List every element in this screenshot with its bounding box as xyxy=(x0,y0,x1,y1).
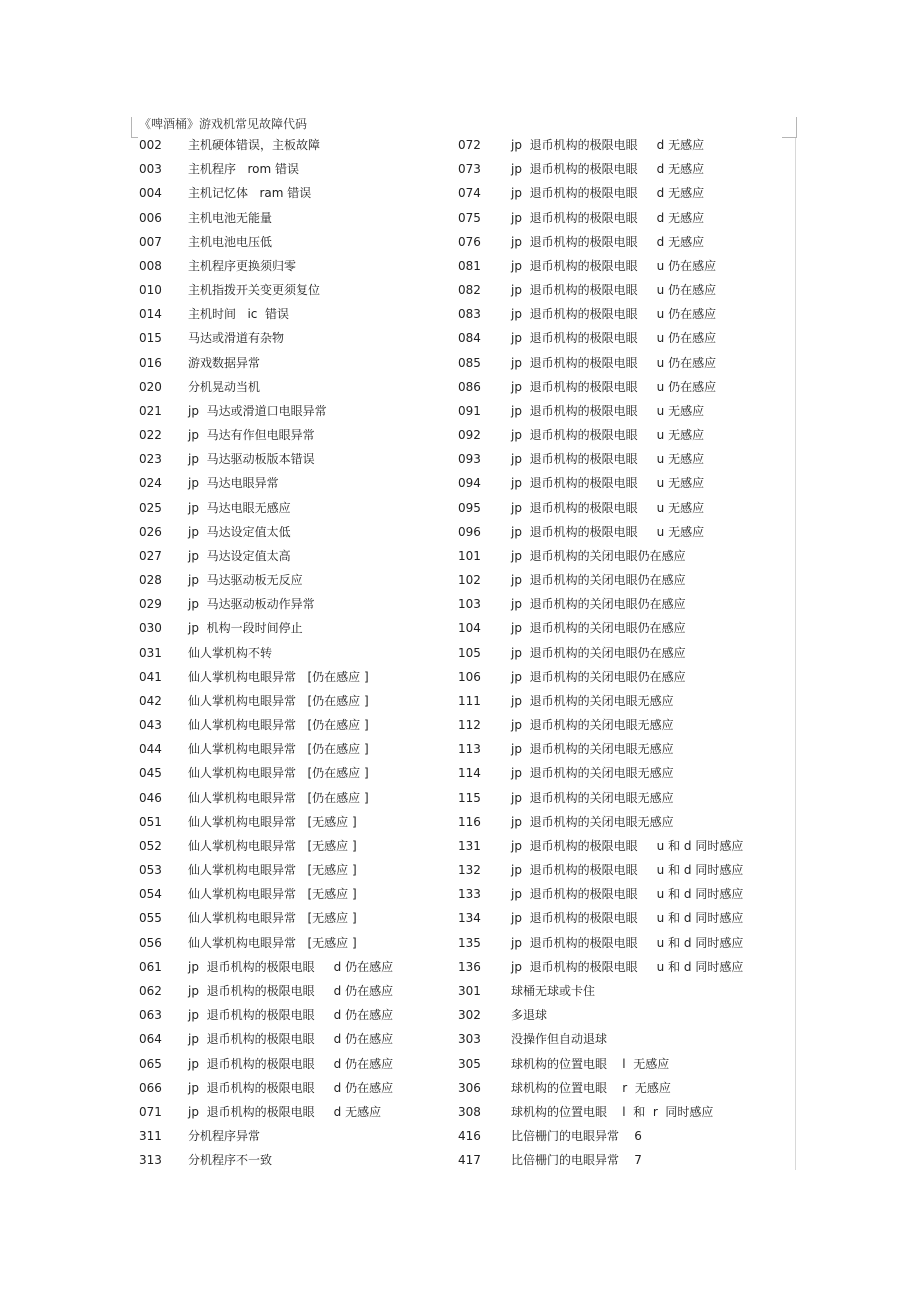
fault-code: 111 xyxy=(458,693,481,708)
fault-code: 062 xyxy=(139,984,162,998)
fault-description: jp 退币机构的极限电眼 u 无感应 xyxy=(511,476,705,491)
fault-code: 083 xyxy=(458,307,481,322)
fault-code: 114 xyxy=(458,766,481,781)
fault-description: jp 退币机构的极限电眼 d 无感应 xyxy=(511,162,705,177)
fault-description: jp 马达驱动板版本错误 xyxy=(188,452,315,467)
fault-code: 133 xyxy=(458,887,481,902)
fault-code: 056 xyxy=(139,935,162,950)
fault-description: 主机记忆体 ram 错误 xyxy=(188,186,312,201)
fault-code: 134 xyxy=(458,911,481,926)
fault-description: jp 退币机构的关闭电眼仍在感应 xyxy=(511,669,686,684)
fault-description: jp 退币机构的极限电眼 d 无感应 xyxy=(511,186,705,201)
fault-code: 093 xyxy=(458,452,481,467)
fault-code: 051 xyxy=(139,814,162,829)
fault-code: 053 xyxy=(139,863,162,878)
fault-code: 071 xyxy=(139,1104,162,1119)
fault-code: 010 xyxy=(139,283,162,297)
fault-description: 仙人掌机构电眼异常 [无感应 ] xyxy=(188,863,357,878)
fault-description: 球机构的位置电眼 l 和 r 同时感应 xyxy=(511,1104,714,1119)
fault-code: 076 xyxy=(458,234,481,249)
fault-code: 102 xyxy=(458,573,481,588)
fault-code: 026 xyxy=(139,524,162,539)
fault-description: 球桶无球或卡住 xyxy=(511,984,596,998)
fault-description: jp 退币机构的极限电眼 u 仍在感应 xyxy=(511,355,717,370)
fault-description: jp 退币机构的关闭电眼无感应 xyxy=(511,693,674,708)
fault-description: jp 退币机构的极限电眼 d 仍在感应 xyxy=(188,984,394,998)
fault-code: 022 xyxy=(139,428,162,442)
fault-description: jp 马达电眼无感应 xyxy=(188,500,291,515)
fault-description: jp 退币机构的极限电眼 u 和 d 同时感应 xyxy=(511,935,744,950)
fault-description: jp 退币机构的关闭电眼仍在感应 xyxy=(511,645,686,660)
fault-code: 023 xyxy=(139,452,162,467)
fault-code: 024 xyxy=(139,476,162,491)
fault-code: 308 xyxy=(458,1104,481,1119)
fault-code: 074 xyxy=(458,186,481,201)
fault-description: 比倍栅门的电眼异常 6 xyxy=(511,1129,642,1143)
fault-description: 主机电池电压低 xyxy=(188,234,273,249)
fault-code: 030 xyxy=(139,621,162,636)
fault-code: 020 xyxy=(139,379,162,394)
fault-description: jp 马达电眼异常 xyxy=(188,476,279,491)
fault-code: 416 xyxy=(458,1129,481,1143)
fault-code: 007 xyxy=(139,234,162,249)
fault-description: jp 退币机构的极限电眼 d 无感应 xyxy=(188,1104,382,1119)
fault-description: 仙人掌机构电眼异常 [无感应 ] xyxy=(188,935,357,950)
fault-code: 302 xyxy=(458,1008,481,1023)
fault-code: 002 xyxy=(139,138,162,152)
fault-description: 主机程序 rom 错误 xyxy=(188,162,299,177)
fault-description: jp 退币机构的关闭电眼仍在感应 xyxy=(511,548,686,563)
fault-description: 没操作但自动退球 xyxy=(511,1032,608,1047)
fault-code: 043 xyxy=(139,718,162,733)
fault-description: jp 马达驱动板动作异常 xyxy=(188,597,315,612)
fault-description: jp 退币机构的极限电眼 d 仍在感应 xyxy=(188,1032,394,1047)
fault-code: 042 xyxy=(139,693,162,708)
fault-description: jp 退币机构的关闭电眼仍在感应 xyxy=(511,597,686,612)
fault-description: jp 退币机构的极限电眼 u 无感应 xyxy=(511,403,705,418)
fault-code: 101 xyxy=(458,548,481,563)
fault-code: 025 xyxy=(139,500,162,515)
fault-code: 084 xyxy=(458,331,481,346)
fault-description: jp 马达或滑道口电眼异常 xyxy=(188,403,327,418)
fault-code: 008 xyxy=(139,258,162,273)
fault-description: jp 马达设定值太高 xyxy=(188,548,291,563)
fault-description: jp 退币机构的极限电眼 d 仍在感应 xyxy=(188,1080,394,1095)
fault-code: 115 xyxy=(458,790,481,805)
fault-description: jp 退币机构的关闭电眼仍在感应 xyxy=(511,621,686,636)
fault-description: jp 退币机构的关闭电眼无感应 xyxy=(511,814,674,829)
fault-description: 仙人掌机构电眼异常 [仍在感应 ] xyxy=(188,669,369,684)
fault-description: 仙人掌机构电眼异常 [无感应 ] xyxy=(188,911,357,926)
fault-code: 064 xyxy=(139,1032,162,1047)
fault-description: 马达或滑道有杂物 xyxy=(188,331,285,346)
fault-code: 041 xyxy=(139,669,162,684)
fault-description: jp 退币机构的极限电眼 u 和 d 同时感应 xyxy=(511,863,744,878)
fault-description: 多退球 xyxy=(511,1008,548,1023)
fault-description: jp 退币机构的极限电眼 d 无感应 xyxy=(511,210,705,225)
crop-mark-top-left xyxy=(131,117,138,138)
fault-code: 417 xyxy=(458,1153,481,1168)
fault-code: 073 xyxy=(458,162,481,177)
fault-description: 仙人掌机构不转 xyxy=(188,645,273,660)
fault-description: jp 退币机构的极限电眼 d 仍在感应 xyxy=(188,1008,394,1023)
fault-code: 054 xyxy=(139,887,162,902)
fault-description: jp 退币机构的极限电眼 u 和 d 同时感应 xyxy=(511,887,744,902)
fault-code: 135 xyxy=(458,935,481,950)
fault-code: 055 xyxy=(139,911,162,926)
fault-description: 仙人掌机构电眼异常 [无感应 ] xyxy=(188,814,357,829)
fault-description: jp 退币机构的极限电眼 u 和 d 同时感应 xyxy=(511,959,744,974)
fault-description: 主机程序更换须归零 xyxy=(188,258,297,273)
fault-code: 027 xyxy=(139,548,162,563)
fault-description: 仙人掌机构电眼异常 [仍在感应 ] xyxy=(188,766,369,781)
fault-code: 104 xyxy=(458,621,481,636)
fault-description: 主机硬体错误，主板故障 xyxy=(188,138,321,152)
fault-description: 分机程序不一致 xyxy=(188,1153,273,1168)
fault-description: jp 退币机构的极限电眼 u 无感应 xyxy=(511,452,705,467)
fault-code: 086 xyxy=(458,379,481,394)
fault-description: 主机时间 ic 错误 xyxy=(188,307,290,322)
fault-code: 132 xyxy=(458,863,481,878)
fault-description: jp 退币机构的极限电眼 u 无感应 xyxy=(511,428,705,442)
fault-description: jp 退币机构的极限电眼 d 无感应 xyxy=(511,138,705,152)
fault-code: 021 xyxy=(139,403,162,418)
document-title: 《啤酒桶》游戏机常见故障代码 xyxy=(139,117,308,131)
fault-code: 006 xyxy=(139,210,162,225)
crop-mark-top-right xyxy=(782,117,797,138)
fault-description: 主机电池无能量 xyxy=(188,210,273,225)
fault-code: 095 xyxy=(458,500,481,515)
fault-description: jp 机构一段时间停止 xyxy=(188,621,303,636)
fault-code: 085 xyxy=(458,355,481,370)
fault-code: 303 xyxy=(458,1032,481,1047)
fault-code: 063 xyxy=(139,1008,162,1023)
fault-description: 仙人掌机构电眼异常 [仍在感应 ] xyxy=(188,718,369,733)
fault-code: 044 xyxy=(139,742,162,757)
fault-description: jp 退币机构的极限电眼 d 无感应 xyxy=(511,234,705,249)
fault-code: 029 xyxy=(139,597,162,612)
fault-description: 仙人掌机构电眼异常 [无感应 ] xyxy=(188,838,357,853)
fault-code: 106 xyxy=(458,669,481,684)
fault-code: 065 xyxy=(139,1056,162,1071)
fault-code: 082 xyxy=(458,283,481,297)
fault-code: 112 xyxy=(458,718,481,733)
fault-code: 081 xyxy=(458,258,481,273)
fault-description: jp 退币机构的极限电眼 u 无感应 xyxy=(511,500,705,515)
fault-code: 094 xyxy=(458,476,481,491)
fault-description: 仙人掌机构电眼异常 [仍在感应 ] xyxy=(188,693,369,708)
fault-code: 131 xyxy=(458,838,481,853)
fault-code: 016 xyxy=(139,355,162,370)
fault-code: 103 xyxy=(458,597,481,612)
fault-code: 306 xyxy=(458,1080,481,1095)
fault-description: jp 退币机构的极限电眼 d 仍在感应 xyxy=(188,959,394,974)
fault-code: 091 xyxy=(458,403,481,418)
fault-description: jp 退币机构的极限电眼 u 和 d 同时感应 xyxy=(511,838,744,853)
fault-description: jp 退币机构的关闭电眼无感应 xyxy=(511,718,674,733)
fault-description: 主机指拨开关变更须复位 xyxy=(188,283,321,297)
fault-code: 015 xyxy=(139,331,162,346)
fault-description: 比倍栅门的电眼异常 7 xyxy=(511,1153,642,1168)
fault-description: 分机程序异常 xyxy=(188,1129,261,1143)
fault-description: jp 退币机构的极限电眼 u 仍在感应 xyxy=(511,379,717,394)
fault-code: 028 xyxy=(139,573,162,588)
fault-description: jp 退币机构的关闭电眼无感应 xyxy=(511,742,674,757)
fault-code: 061 xyxy=(139,959,162,974)
fault-code: 313 xyxy=(139,1153,162,1168)
fault-code: 113 xyxy=(458,742,481,757)
fault-description: jp 退币机构的极限电眼 u 仍在感应 xyxy=(511,307,717,322)
fault-code: 305 xyxy=(458,1056,481,1071)
fault-description: jp 退币机构的极限电眼 d 仍在感应 xyxy=(188,1056,394,1071)
fault-code: 072 xyxy=(458,138,481,152)
fault-description: jp 退币机构的极限电眼 u 仍在感应 xyxy=(511,258,717,273)
fault-description: jp 退币机构的极限电眼 u 和 d 同时感应 xyxy=(511,911,744,926)
fault-code: 052 xyxy=(139,838,162,853)
fault-description: jp 退币机构的极限电眼 u 无感应 xyxy=(511,524,705,539)
page-margin-rule xyxy=(795,138,796,1170)
fault-code: 105 xyxy=(458,645,481,660)
fault-description: 仙人掌机构电眼异常 [仍在感应 ] xyxy=(188,790,369,805)
fault-code: 014 xyxy=(139,307,162,322)
fault-code: 136 xyxy=(458,959,481,974)
fault-code: 075 xyxy=(458,210,481,225)
fault-description: 仙人掌机构电眼异常 [无感应 ] xyxy=(188,887,357,902)
fault-code: 301 xyxy=(458,984,481,998)
fault-description: 球机构的位置电眼 r 无感应 xyxy=(511,1080,671,1095)
fault-description: jp 退币机构的关闭电眼仍在感应 xyxy=(511,573,686,588)
fault-description: jp 马达有作但电眼异常 xyxy=(188,428,315,442)
fault-description: jp 退币机构的极限电眼 u 仍在感应 xyxy=(511,283,717,297)
fault-description: 仙人掌机构电眼异常 [仍在感应 ] xyxy=(188,742,369,757)
fault-code: 311 xyxy=(139,1129,162,1143)
fault-description: jp 退币机构的关闭电眼无感应 xyxy=(511,766,674,781)
fault-code: 116 xyxy=(458,814,481,829)
fault-description: 球机构的位置电眼 l 无感应 xyxy=(511,1056,670,1071)
fault-code: 045 xyxy=(139,766,162,781)
fault-code: 092 xyxy=(458,428,481,442)
fault-description: jp 退币机构的极限电眼 u 仍在感应 xyxy=(511,331,717,346)
fault-code: 004 xyxy=(139,186,162,201)
fault-description: jp 退币机构的关闭电眼无感应 xyxy=(511,790,674,805)
fault-code: 066 xyxy=(139,1080,162,1095)
fault-code: 096 xyxy=(458,524,481,539)
fault-code: 031 xyxy=(139,645,162,660)
fault-description: 分机晃动当机 xyxy=(188,379,261,394)
fault-code: 046 xyxy=(139,790,162,805)
fault-code: 003 xyxy=(139,162,162,177)
fault-description: jp 马达设定值太低 xyxy=(188,524,291,539)
fault-description: jp 马达驱动板无反应 xyxy=(188,573,303,588)
fault-description: 游戏数据异常 xyxy=(188,355,261,370)
